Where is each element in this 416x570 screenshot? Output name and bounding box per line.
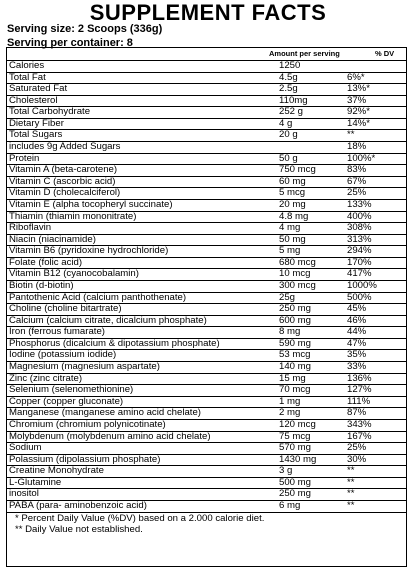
nutrient-name: Phosphorus (dicalcium & dipotassium phosphate) (9, 337, 220, 349)
nutrient-name: Choline (choline bitartrate) (9, 303, 122, 315)
nutrient-amount: 50 g (279, 152, 298, 164)
nutrient-amount: 53 mcg (279, 349, 311, 361)
nutrient-amount: 110mg (279, 94, 308, 106)
nutrient-name: Total Carbohydrate (9, 106, 91, 118)
nutrient-dv: 13%* (347, 83, 370, 95)
nutrient-dv: 35% (347, 349, 367, 361)
table-row (7, 234, 406, 246)
nutrient-dv: 136% (347, 372, 372, 384)
nutrient-amount: 5 mg (279, 245, 301, 257)
nutrient-dv: 294% (347, 245, 372, 257)
nutrient-dv: 343% (347, 418, 372, 430)
facts-panel (6, 47, 407, 567)
nutrient-name: inositol (9, 488, 39, 500)
nutrient-name: Calcium (calcium citrate, dicalcium phosphate) (9, 314, 207, 326)
nutrient-amount: 250 mg (279, 303, 311, 315)
table-row (7, 199, 406, 211)
table-row (7, 431, 406, 443)
nutrient-amount: 570 mg (279, 442, 311, 454)
nutrient-amount: 590 mg (279, 337, 311, 349)
table-row (7, 268, 406, 280)
nutrient-amount: 600 mg (279, 314, 311, 326)
nutrient-amount: 1 mg (279, 395, 301, 407)
nutrient-name: includes 9g Added Sugars (9, 141, 121, 153)
nutrient-name: Chromium (chromium polynicotinate) (9, 418, 166, 430)
table-row (7, 222, 406, 234)
nutrient-dv: 25% (347, 187, 367, 199)
nutrient-amount: 5 mcg (279, 187, 306, 199)
nutrient-name: Magnesium (magnesium aspartate) (9, 361, 160, 373)
nutrient-dv: 87% (347, 407, 367, 419)
nutrient-dv: ** (347, 499, 355, 511)
nutrient-dv: 47% (347, 337, 367, 349)
nutrient-dv: 37% (347, 94, 367, 106)
nutrient-name: Saturated Fat (9, 83, 68, 95)
table-row (7, 211, 406, 223)
nutrient-amount: 2.5g (279, 83, 298, 95)
table-row (7, 106, 406, 118)
nutrient-name: Vitamin A (beta-carotene) (9, 164, 118, 176)
nutrient-dv: 1000% (347, 279, 377, 291)
nutrient-amount: 20 mg (279, 198, 306, 210)
nutrient-amount: 60 mg (279, 175, 306, 187)
nutrient-name: Vitamin B6 (pyridoxine hydrochloride) (9, 245, 169, 257)
footnote-not-established: ** Daily Value not established. (15, 523, 143, 535)
nutrient-dv: 133% (347, 198, 372, 210)
table-row (7, 245, 406, 257)
nutrient-name: Manganese (manganese amino acid chelate) (9, 407, 201, 419)
table-row (7, 407, 406, 419)
nutrient-dv: 25% (347, 442, 367, 454)
nutrient-name: Total Sugars (9, 129, 63, 141)
nutrient-name: PABA (para- aminobenzoic acid) (9, 499, 147, 511)
nutrient-amount: 10 mcg (279, 268, 311, 280)
nutrient-dv: 170% (347, 256, 372, 268)
table-row (7, 129, 406, 141)
nutrient-amount: 2 mg (279, 407, 301, 419)
nutrient-amount: 250 mg (279, 488, 311, 500)
nutrient-dv: 500% (347, 291, 372, 303)
nutrient-name: Vitamin C (ascorbic acid) (9, 175, 116, 187)
table-row (7, 303, 406, 315)
nutrient-dv: 92%* (347, 106, 370, 118)
nutrient-dv: 308% (347, 222, 372, 234)
nutrient-name: Vitamin B12 (cyanocobalamin) (9, 268, 139, 280)
nutrient-name: Protein (9, 152, 40, 164)
nutrient-dv: 417% (347, 268, 372, 280)
footnote-dv-basis: * Percent Daily Value (%DV) based on a 2.000 calorie diet. (15, 512, 265, 524)
nutrient-name: Total Fat (9, 71, 46, 83)
nutrient-dv: 33% (347, 361, 367, 373)
table-row (7, 187, 406, 199)
nutrient-amount: 15 mg (279, 372, 306, 384)
nutrient-name: L-Glutamine (9, 476, 62, 488)
nutrient-amount: 4.5g (279, 71, 298, 83)
footnotes (7, 512, 406, 535)
nutrient-amount: 750 mcg (279, 164, 316, 176)
nutrient-name: Folate (folic acid) (9, 256, 83, 268)
table-row (7, 477, 406, 489)
nutrient-amount: 1430 mg (279, 453, 317, 465)
nutrient-amount: 140 mg (279, 361, 311, 373)
table-row (7, 164, 406, 176)
nutrient-amount: 4 g (279, 117, 293, 129)
nutrient-amount: 4 mg (279, 222, 301, 234)
nutrient-name: Vitamin D (cholecalciferol) (9, 187, 121, 199)
nutrient-name: Pantothenic Acid (calcium panthothenate) (9, 291, 187, 303)
nutrient-amount: 50 mg (279, 233, 306, 245)
table-row (7, 442, 406, 454)
table-row (7, 419, 406, 431)
nutrient-amount: 120 mcg (279, 418, 316, 430)
column-header-row (7, 48, 406, 60)
nutrient-amount: 4.8 mg (279, 210, 309, 222)
nutrient-dv: 30% (347, 453, 367, 465)
nutrient-name: Sodium (9, 442, 42, 454)
nutrient-name: Polassium (dipolassium phosphate) (9, 453, 161, 465)
nutrient-dv: 100%* (347, 152, 376, 164)
table-row (7, 141, 406, 153)
nutrient-name: Dietary Fiber (9, 117, 64, 129)
nutrient-dv: 313% (347, 233, 372, 245)
nutrient-name: Biotin (d-biotin) (9, 279, 74, 291)
nutrient-dv: 83% (347, 164, 367, 176)
nutrient-dv: 111% (347, 395, 371, 407)
table-row (7, 500, 406, 512)
table-row (7, 465, 406, 477)
nutrient-dv: 18% (347, 141, 367, 153)
nutrient-amount: 6 mg (279, 499, 301, 511)
nutrient-name: Calories (9, 60, 45, 71)
nutrient-name: Cholesterol (9, 94, 58, 106)
table-row (7, 257, 406, 269)
servings-per-container: Serving per container: 8 (7, 37, 133, 49)
nutrient-dv: 45% (347, 303, 367, 315)
nutrient-name: Iodine (potassium iodide) (9, 349, 117, 361)
nutrient-amount: 20 g (279, 129, 298, 141)
table-row (7, 488, 406, 500)
table-row (7, 153, 406, 165)
amount-column-header: Amount per serving (269, 49, 340, 58)
nutrient-name: Copper (copper gluconate) (9, 395, 124, 407)
nutrient-amount: 500 mg (279, 476, 311, 488)
nutrient-dv: 167% (347, 430, 372, 442)
table-row (7, 83, 406, 95)
nutrient-amount: 1250 (279, 60, 301, 71)
table-row (7, 176, 406, 188)
nutrient-dv: 127% (347, 384, 372, 396)
nutrient-name: Zinc (zinc citrate) (9, 372, 83, 384)
table-row (7, 361, 406, 373)
nutrient-name: Riboflavin (9, 222, 52, 234)
nutrient-amount: 680 mcg (279, 256, 316, 268)
label-title: SUPPLEMENT FACTS (89, 0, 327, 25)
nutrient-name: Niacin (niacinamide) (9, 233, 96, 245)
nutrient-name: Molybdenum (molybdenum amino acid chelate) (9, 430, 211, 442)
nutrient-name: Thiamin (thiamin mononitrate) (9, 210, 137, 222)
table-row (7, 384, 406, 396)
nutrient-name: Creatine Monohydrate (9, 465, 104, 477)
table-row (7, 326, 406, 338)
nutrient-name: Selenium (selenomethionine) (9, 384, 134, 396)
dv-column-header: % DV (375, 49, 395, 58)
nutrient-dv: ** (347, 488, 355, 500)
nutrient-amount: 75 mcg (279, 430, 311, 442)
nutrient-dv: 6%* (347, 71, 365, 83)
nutrient-rows (7, 60, 406, 512)
nutrient-dv: 44% (347, 326, 367, 338)
table-row (7, 72, 406, 84)
nutrient-amount: 8 mg (279, 326, 301, 338)
nutrient-dv: 14%* (347, 117, 370, 129)
nutrient-dv: ** (347, 465, 355, 477)
nutrient-amount: 25g (279, 291, 296, 303)
nutrient-name: Iron (ferrous fumarate) (9, 326, 105, 338)
nutrient-dv: 67% (347, 175, 367, 187)
nutrient-dv: 400% (347, 210, 372, 222)
nutrient-name: Vitamin E (alpha tocopheryl succinate) (9, 198, 173, 210)
table-row (7, 292, 406, 304)
nutrient-dv: 46% (347, 314, 367, 326)
table-row (7, 338, 406, 350)
table-row (7, 349, 406, 361)
table-row (7, 280, 406, 292)
table-row (7, 396, 406, 408)
nutrient-amount: 3 g (279, 465, 293, 477)
nutrient-dv: ** (347, 129, 355, 141)
nutrient-amount: 70 mcg (279, 384, 311, 396)
table-row (7, 454, 406, 466)
table-row (7, 118, 406, 130)
serving-size: Serving size: 2 Scoops (336g) (7, 23, 163, 35)
nutrient-amount: 300 mcg (279, 279, 316, 291)
table-row (7, 60, 406, 72)
nutrient-amount: 252 g (279, 106, 304, 118)
nutrient-dv: ** (347, 476, 355, 488)
table-row (7, 373, 406, 385)
table-row (7, 315, 406, 327)
table-row (7, 95, 406, 107)
